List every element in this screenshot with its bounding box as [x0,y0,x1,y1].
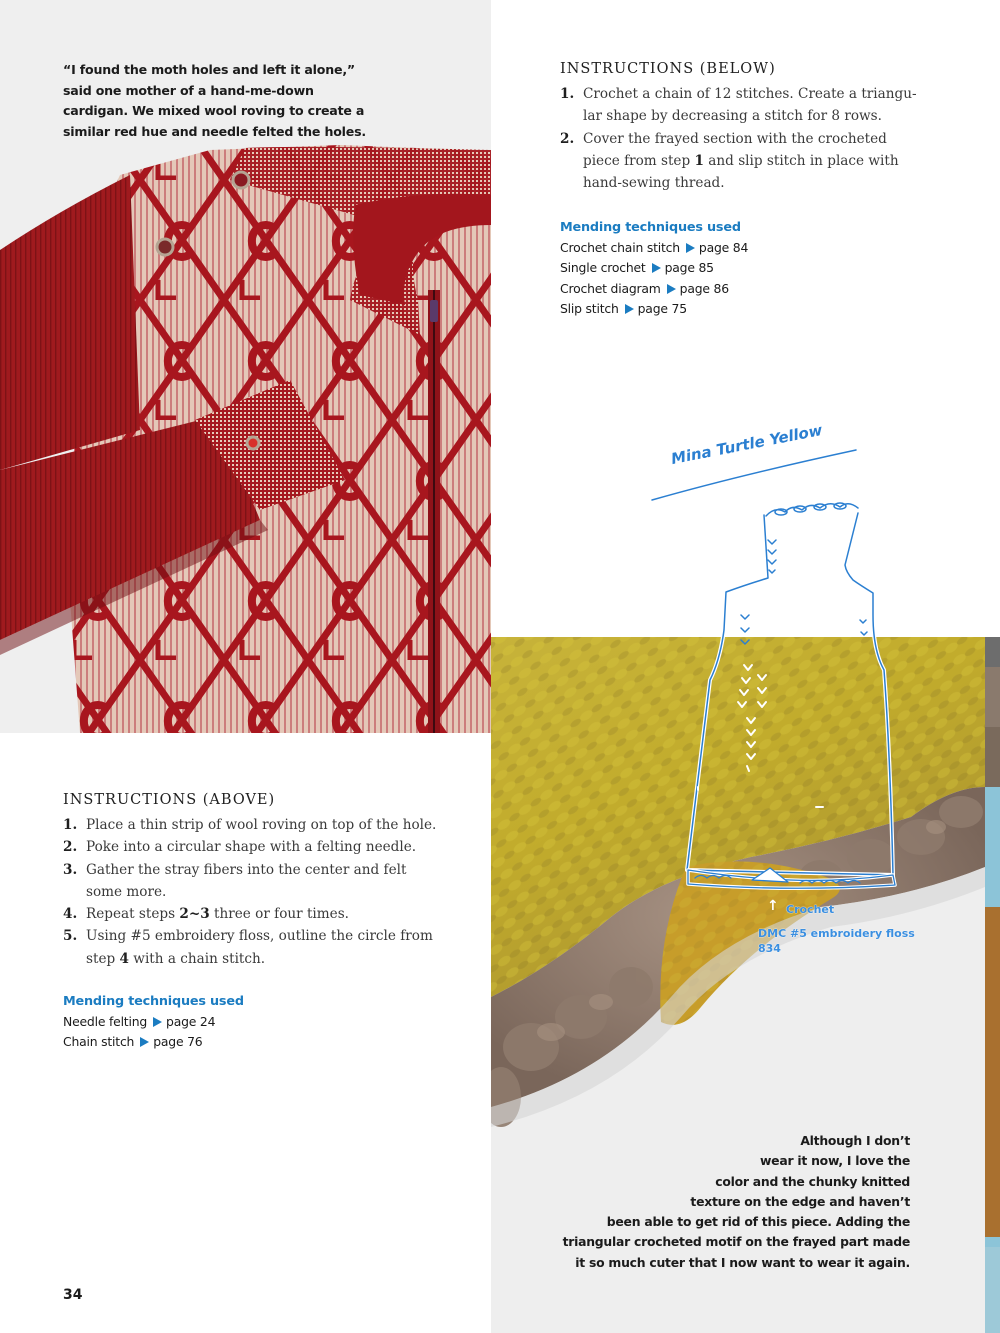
instructions-above [63,792,443,970]
caption-line: Although I don’t [800,1133,910,1148]
cardigan-photo [0,0,491,733]
adjacent-photo-strip [985,637,1000,1333]
vest-sketch-icon [640,420,900,900]
step-item [63,925,443,970]
step-text: Place a thin strip of wool roving on top of the hole. [86,817,437,833]
techniques-above [63,992,244,1053]
step-text: Poke into a circular shape with a felting needle. [86,839,417,856]
step-text: Gather the stray fibers into the center and felt some more. [86,861,407,900]
step-reference: 1 [694,152,704,169]
step-number: 3. [63,861,78,878]
caption-line: triangular crocheted motif on the frayed part made [562,1234,910,1250]
step-text: three or four times. [209,906,350,923]
play-arrow-icon [667,284,676,294]
techniques-below [560,218,748,319]
sketch-floss-label: DMC #5 embroidery floss 834 [758,927,915,955]
step-item [63,903,443,925]
instructions-above-list [63,814,443,970]
instructions-above-heading: INSTRUCTIONS (ABOVE) [63,792,276,808]
step-number: 2. [63,839,78,856]
technique-link[interactable] [560,238,748,258]
technique-page: page 75 [637,300,687,316]
play-arrow-icon [686,243,695,253]
step-item [63,836,443,858]
step-reference: 4 [119,950,129,967]
play-arrow-icon [140,1037,149,1047]
step-number: 2. [560,130,575,147]
caption-line: wear it now, I love the [759,1153,910,1169]
technique-page: page 86 [679,280,729,296]
caption-line: texture on the edge and haven’t [690,1193,910,1209]
instructions-below-heading: INSTRUCTIONS (BELOW) [560,61,776,77]
instructions-below-list [560,83,920,194]
technique-page: page 24 [166,1014,216,1029]
step-text: Cover the frayed section with the crocheted piece from step [583,130,887,169]
step-item [63,814,443,836]
technique-name: Chain stitch [63,1034,135,1050]
technique-name: Slip stitch [560,300,619,316]
technique-page: page 76 [153,1034,203,1050]
caption-line: been able to get rid of this piece. Adding the [606,1214,910,1230]
technique-link[interactable] [63,1012,244,1032]
step-number: 1. [63,817,78,833]
step-item [560,83,920,128]
sketch-crochet-label: Crochet [786,903,835,916]
step-text: Repeat steps [86,906,180,923]
instructions-below [560,61,920,194]
knit-caption [490,1131,910,1273]
technique-name: Crochet chain stitch [560,240,680,255]
step-text: Using #5 embroidery floss, outline the circle from step [86,928,433,967]
arrow-up-icon: ↑ [767,898,779,914]
play-arrow-icon [652,263,661,273]
page-number: 34 [63,1287,83,1303]
step-number: 1. [560,86,575,102]
technique-link[interactable] [560,299,748,319]
sketch-title: Mina Turtle Yellow [669,420,824,468]
technique-page: page 84 [698,240,749,255]
technique-page: page 85 [664,260,714,276]
caption-line: it so much cuter that I now want to wear it again. [575,1254,910,1270]
step-text: with a chain stitch. [128,950,266,967]
step-text: Crochet a chain of 12 stitches. Create a triangu-lar shape by decreasing a stitch for 8 rows. [583,86,917,125]
strip-illustration [985,637,1000,1333]
step-number: 5. [63,928,78,945]
technique-name: Crochet diagram [560,280,661,296]
step-item [63,859,443,904]
play-arrow-icon [153,1017,162,1027]
play-arrow-icon [625,304,634,314]
technique-link[interactable] [560,279,748,299]
cardigan-caption: “I found the moth holes and left it alone,” said one mother of a hand-me-down cardigan. We mixed wool roving to create a similar red hue and needle felted the holes. [63,62,367,139]
techniques-title: Mending techniques used [560,220,741,235]
technique-name: Single crochet [560,260,646,276]
technique-link[interactable] [560,258,748,278]
step-reference: 2~3 [179,906,210,923]
caption-line: color and the chunky knitted [715,1173,910,1189]
technique-link[interactable] [63,1032,244,1052]
step-item [560,128,920,195]
step-text: and slip stitch in place with hand-sewing thread. [583,152,899,192]
techniques-title: Mending techniques used [63,994,244,1009]
technique-name: Needle felting [63,1014,148,1029]
step-number: 4. [63,906,78,923]
